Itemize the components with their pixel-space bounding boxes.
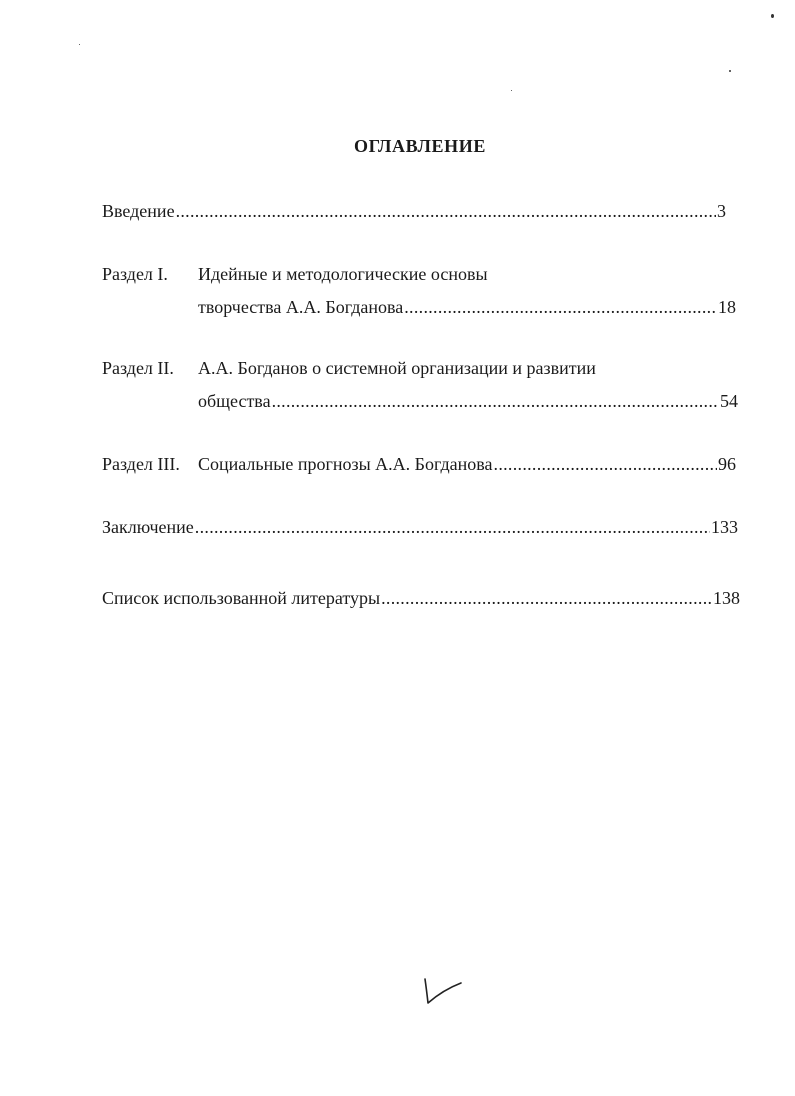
section-prefix: Раздел II. (102, 358, 174, 378)
section-title-line: А.А. Богданов о системной организации и развитии (198, 358, 596, 378)
toc-page-number: 138 (713, 588, 740, 608)
dot-leader (404, 296, 717, 318)
page-title: ОГЛАВЛЕНИЕ (354, 136, 486, 156)
toc-entry-section-1 (102, 263, 736, 323)
toc-page-number: 18 (718, 297, 736, 317)
toc-page-number: 96 (718, 454, 736, 474)
section-prefix: Раздел III. (102, 454, 180, 474)
section-title-line: общества (198, 391, 271, 411)
toc-entry-label: Список использованной литературы (102, 588, 381, 608)
scan-speck (79, 44, 80, 45)
section-title-line-with-page (198, 296, 736, 318)
scan-speck (511, 90, 512, 91)
toc-entry-introduction (102, 200, 726, 222)
toc-entry-bibliography (102, 587, 740, 609)
section-title-line: Социальные прогнозы А.А. Богданова (198, 454, 493, 474)
toc-entry-conclusion (102, 516, 738, 538)
scan-speck (729, 70, 731, 72)
dot-leader (381, 587, 712, 609)
dot-leader (176, 200, 716, 222)
section-title-line-with-page (198, 390, 738, 412)
toc-page-number: 133 (711, 517, 738, 537)
dot-leader (272, 390, 719, 412)
toc-entry-section-3 (102, 453, 736, 477)
dot-leader (195, 516, 710, 538)
dot-leader (494, 453, 717, 475)
toc-entry-label: Заключение (102, 517, 194, 537)
toc-entry-label: Введение (102, 201, 175, 221)
toc-page-number: 3 (717, 201, 726, 221)
toc-page-number: 54 (720, 391, 738, 411)
toc-entry-section-2 (102, 357, 738, 417)
scan-speck (771, 14, 774, 18)
section-title-line: творчества А.А. Богданова (198, 297, 404, 317)
handwritten-checkmark-icon (420, 974, 466, 1013)
section-title-line-with-page (198, 453, 736, 475)
section-prefix: Раздел I. (102, 264, 168, 284)
section-title-line: Идейные и методологические основы (198, 264, 488, 284)
